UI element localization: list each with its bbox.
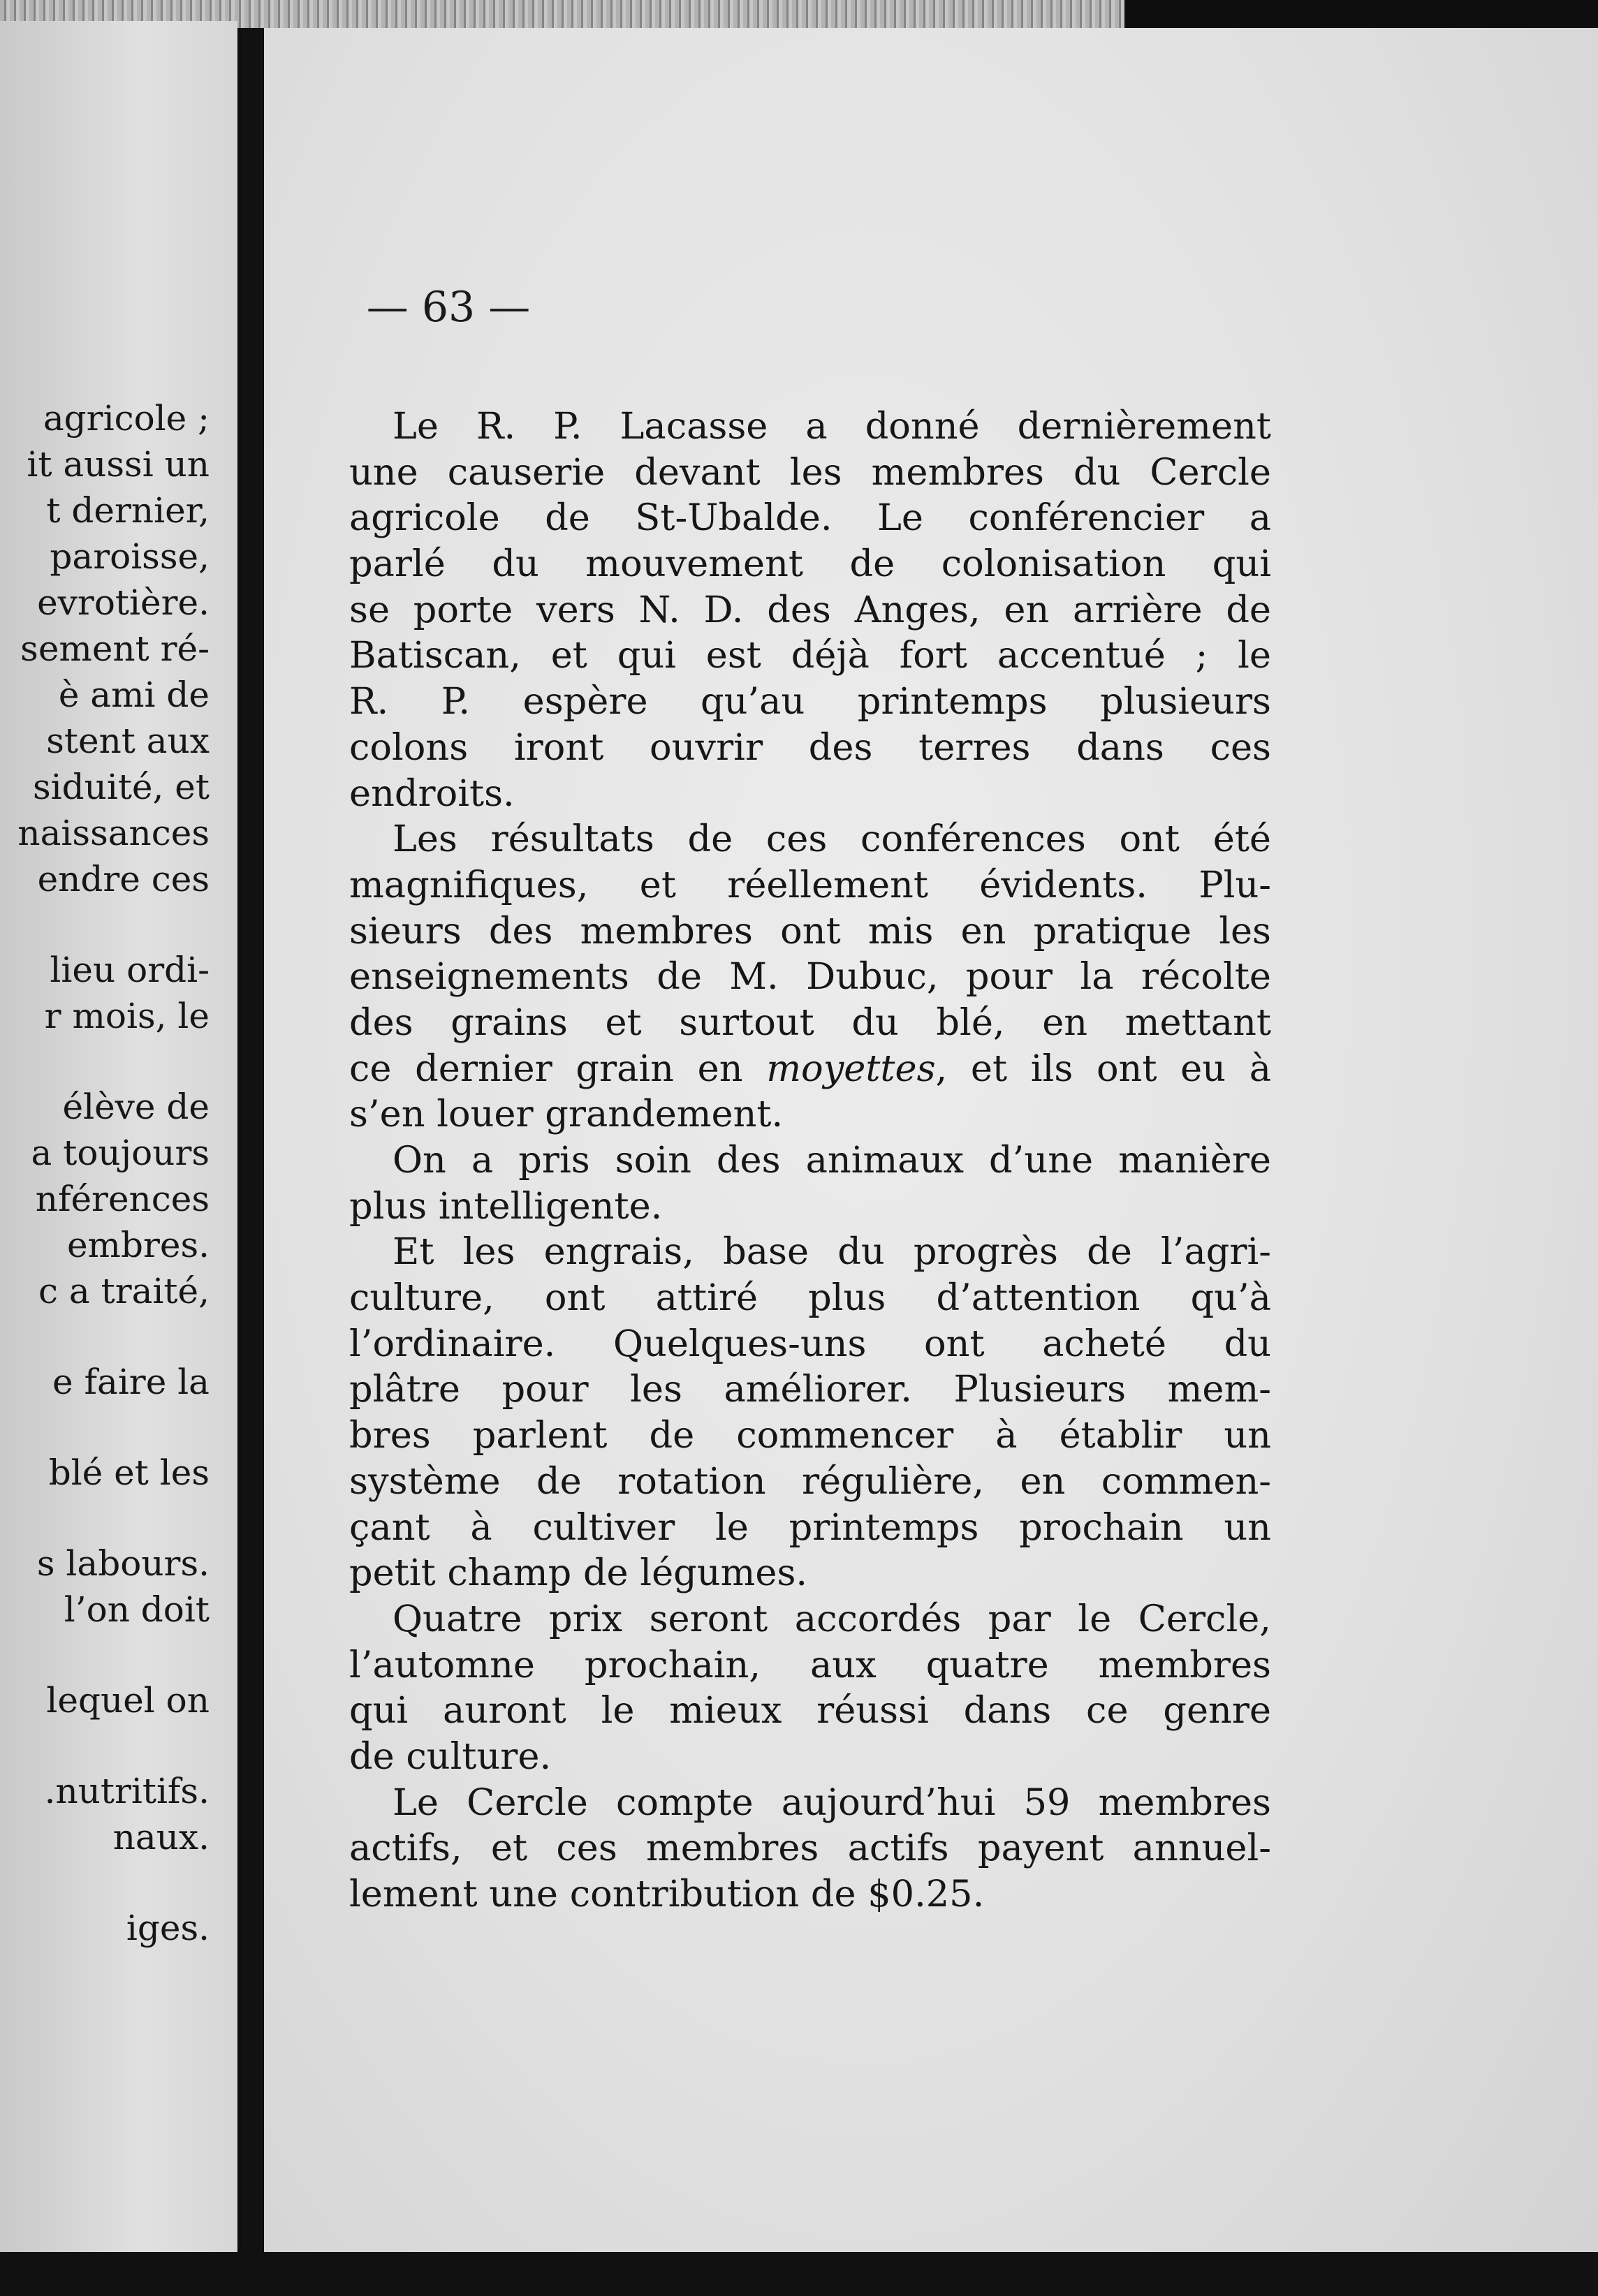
text-line: Batiscan, et qui est déjà fort accentué ; le <box>349 634 1271 677</box>
page-number-text: — 63 — <box>366 283 531 332</box>
text-line: système de rotation régulière, en commen- <box>349 1459 1271 1503</box>
text-segment: , et ils ont eu à <box>935 1047 1271 1090</box>
book-spine-shadow <box>241 28 263 2255</box>
left-line: l’on doit <box>64 1589 210 1630</box>
left-line: naissances <box>17 813 210 853</box>
left-line: endre ces <box>37 859 210 899</box>
text-line: se porte vers N. D. des Anges, en arrière de <box>349 588 1271 631</box>
left-line: evrotière. <box>37 582 210 623</box>
left-line: blé et les <box>48 1452 210 1493</box>
left-line: stent aux <box>46 721 210 761</box>
text-line: colons iront ouvrir des terres dans ces <box>349 726 1271 769</box>
left-line: lieu ordi- <box>50 950 210 990</box>
text-line: Le Cercle compte aujourd’hui 59 membres <box>393 1781 1271 1824</box>
text-line: Quatre prix seront accordés par le Cercle, <box>393 1597 1271 1640</box>
scan-bottom-edge <box>0 2252 1598 2296</box>
text-line: plus intelligente. <box>349 1184 663 1228</box>
text-line: s’en louer grandement. <box>349 1093 784 1136</box>
left-line: nférences <box>35 1179 210 1219</box>
left-line: lequel on <box>46 1680 210 1721</box>
main-text-block <box>349 404 1271 1918</box>
text-line: sieurs des membres ont mis en pratique les <box>349 909 1271 952</box>
text-line: qui auront le mieux réussi dans ce genre <box>349 1689 1271 1732</box>
text-line: çant à cultiver le printemps prochain un <box>349 1506 1271 1549</box>
left-line: è ami de <box>58 675 210 715</box>
left-line: siduité, et <box>32 767 210 807</box>
left-line: naux. <box>112 1817 210 1857</box>
text-line: parlé du mouvement de colonisation qui <box>349 543 1271 586</box>
text-line: R. P. espère qu’au printemps plusieurs <box>349 680 1271 723</box>
left-line: a toujours <box>31 1133 210 1173</box>
text-line: petit champ de légumes. <box>349 1552 808 1595</box>
text-line: l’automne prochain, aux quatre membres <box>349 1643 1271 1686</box>
left-line: e faire la <box>52 1362 210 1402</box>
left-line: c a traité, <box>38 1271 210 1311</box>
text-line: de culture. <box>349 1735 552 1778</box>
text-line: plâtre pour les améliorer. Plusieurs mem- <box>349 1368 1271 1411</box>
text-line: bres parlent de commencer à établir un <box>349 1414 1271 1457</box>
text-line: enseignements de M. Dubuc, pour la récolte <box>349 955 1271 999</box>
left-page-fragment <box>0 21 237 2255</box>
left-line: embres. <box>66 1225 210 1265</box>
text-line-with-italic <box>349 1046 1271 1092</box>
text-line: Le R. P. Lacasse a donné dernièrement <box>393 405 1271 448</box>
text-line: une causerie devant les membres du Cercle <box>349 450 1271 494</box>
text-line: des grains et surtout du blé, en mettant <box>349 1001 1271 1044</box>
left-line: paroisse, <box>50 536 210 577</box>
left-line: agricole ; <box>43 398 210 439</box>
left-line: s labours. <box>36 1543 210 1584</box>
text-segment: ce dernier grain en <box>349 1047 743 1090</box>
left-line: sement ré- <box>20 628 210 669</box>
text-line: Les résultats de ces conférences ont été <box>393 818 1271 861</box>
italic-word: moyettes <box>766 1047 936 1090</box>
left-line: élève de <box>62 1087 210 1127</box>
left-line: iges. <box>126 1908 210 1948</box>
text-line: actifs, et ces membres actifs payent annuel- <box>349 1827 1271 1870</box>
text-line: agricole de St-Ubalde. Le conférencier a <box>349 496 1271 540</box>
text-line: culture, ont attiré plus d’attention qu’à <box>349 1276 1271 1320</box>
text-line: Et les engrais, base du progrès de l’agri- <box>393 1230 1271 1274</box>
text-line: l’ordinaire. Quelques-uns ont acheté du <box>349 1322 1271 1365</box>
left-line: t dernier, <box>46 490 210 531</box>
left-line: .nutritifs. <box>44 1771 210 1811</box>
text-line: endroits. <box>349 772 515 815</box>
text-line: On a pris soin des animaux d’une manière <box>393 1139 1271 1182</box>
text-line: lement une contribution de $0.25. <box>349 1873 985 1915</box>
left-line: r mois, le <box>44 996 210 1036</box>
text-line: magnifiques, et réellement évidents. Plu- <box>349 863 1271 906</box>
left-line: it aussi un <box>27 444 210 485</box>
